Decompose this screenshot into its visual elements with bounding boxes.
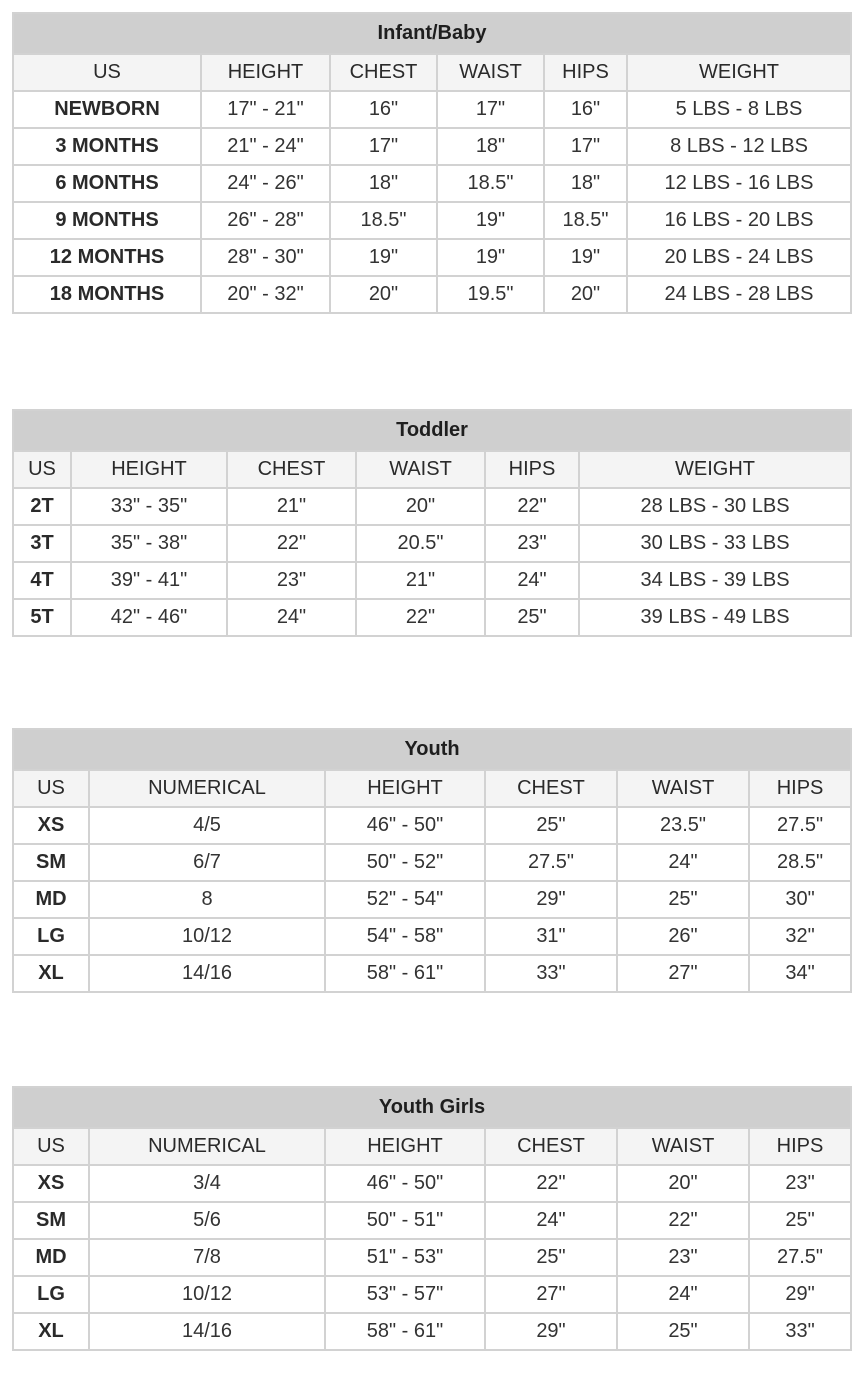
column-header-height: HEIGHT xyxy=(201,54,330,91)
column-header-chest: CHEST xyxy=(330,54,437,91)
weight-cell: 39 LBS - 49 LBS xyxy=(579,599,851,636)
height-cell: 33" - 35" xyxy=(71,488,227,525)
weight-cell: 34 LBS - 39 LBS xyxy=(579,562,851,599)
column-header-height: HEIGHT xyxy=(71,451,227,488)
waist-cell: 25" xyxy=(617,881,749,918)
size-label: 4T xyxy=(13,562,71,599)
hips-cell: 24" xyxy=(485,562,579,599)
waist-cell: 20" xyxy=(356,488,485,525)
table-row xyxy=(13,202,851,239)
table-row xyxy=(13,918,851,955)
weight-cell: 24 LBS - 28 LBS xyxy=(627,276,851,313)
hips-cell: 32" xyxy=(749,918,851,955)
weight-cell: 20 LBS - 24 LBS xyxy=(627,239,851,276)
height-cell: 17" - 21" xyxy=(201,91,330,128)
table-row xyxy=(13,844,851,881)
size-label: XL xyxy=(13,955,89,992)
numerical-cell: 6/7 xyxy=(89,844,325,881)
column-header-weight: WEIGHT xyxy=(627,54,851,91)
size-label: NEWBORN xyxy=(13,91,201,128)
table-row xyxy=(13,165,851,202)
table-row xyxy=(13,276,851,313)
table-row xyxy=(13,955,851,992)
hips-cell: 19" xyxy=(544,239,627,276)
size-label: 9 MONTHS xyxy=(13,202,201,239)
waist-cell: 19" xyxy=(437,202,544,239)
table-row xyxy=(13,128,851,165)
waist-cell: 22" xyxy=(617,1202,749,1239)
waist-cell: 20" xyxy=(617,1165,749,1202)
column-header-height: HEIGHT xyxy=(325,770,485,807)
waist-cell: 27" xyxy=(617,955,749,992)
table-header-row xyxy=(13,54,851,91)
size-label: XS xyxy=(13,807,89,844)
column-header-hips: HIPS xyxy=(749,770,851,807)
table-title-row xyxy=(13,1087,851,1128)
height-cell: 53" - 57" xyxy=(325,1276,485,1313)
height-cell: 51" - 53" xyxy=(325,1239,485,1276)
size-label: MD xyxy=(13,881,89,918)
table-row xyxy=(13,488,851,525)
waist-cell: 21" xyxy=(356,562,485,599)
waist-cell: 24" xyxy=(617,1276,749,1313)
waist-cell: 18.5" xyxy=(437,165,544,202)
hips-cell: 27.5" xyxy=(749,1239,851,1276)
waist-cell: 23" xyxy=(617,1239,749,1276)
hips-cell: 25" xyxy=(485,599,579,636)
column-header-waist: WAIST xyxy=(356,451,485,488)
chest-cell: 19" xyxy=(330,239,437,276)
weight-cell: 30 LBS - 33 LBS xyxy=(579,525,851,562)
size-label: 2T xyxy=(13,488,71,525)
toddler-size-table xyxy=(12,409,852,637)
numerical-cell: 5/6 xyxy=(89,1202,325,1239)
height-cell: 26" - 28" xyxy=(201,202,330,239)
size-label: 3 MONTHS xyxy=(13,128,201,165)
chest-cell: 18" xyxy=(330,165,437,202)
numerical-cell: 3/4 xyxy=(89,1165,325,1202)
hips-cell: 29" xyxy=(749,1276,851,1313)
table-header-row xyxy=(13,451,851,488)
size-label: MD xyxy=(13,1239,89,1276)
chest-cell: 25" xyxy=(485,1239,617,1276)
column-header-weight: WEIGHT xyxy=(579,451,851,488)
table-row xyxy=(13,807,851,844)
youth-girls-size-table xyxy=(12,1086,852,1351)
table-header-row xyxy=(13,770,851,807)
chest-cell: 25" xyxy=(485,807,617,844)
column-header-waist: WAIST xyxy=(617,770,749,807)
height-cell: 54" - 58" xyxy=(325,918,485,955)
table-row xyxy=(13,1239,851,1276)
table-row xyxy=(13,881,851,918)
waist-cell: 19.5" xyxy=(437,276,544,313)
size-label: 6 MONTHS xyxy=(13,165,201,202)
column-header-numerical: NUMERICAL xyxy=(89,1128,325,1165)
waist-cell: 26" xyxy=(617,918,749,955)
numerical-cell: 10/12 xyxy=(89,918,325,955)
height-cell: 46" - 50" xyxy=(325,807,485,844)
column-header-us: US xyxy=(13,1128,89,1165)
chest-cell: 24" xyxy=(227,599,356,636)
waist-cell: 24" xyxy=(617,844,749,881)
size-label: 12 MONTHS xyxy=(13,239,201,276)
chest-cell: 22" xyxy=(485,1165,617,1202)
hips-cell: 23" xyxy=(749,1165,851,1202)
column-header-chest: CHEST xyxy=(227,451,356,488)
column-header-us: US xyxy=(13,770,89,807)
column-header-hips: HIPS xyxy=(544,54,627,91)
numerical-cell: 14/16 xyxy=(89,1313,325,1350)
numerical-cell: 8 xyxy=(89,881,325,918)
youth-size-table xyxy=(12,728,852,993)
chest-cell: 16" xyxy=(330,91,437,128)
hips-cell: 16" xyxy=(544,91,627,128)
weight-cell: 28 LBS - 30 LBS xyxy=(579,488,851,525)
chest-cell: 29" xyxy=(485,1313,617,1350)
numerical-cell: 10/12 xyxy=(89,1276,325,1313)
table-row xyxy=(13,599,851,636)
column-header-waist: WAIST xyxy=(437,54,544,91)
chest-cell: 27.5" xyxy=(485,844,617,881)
youth-girls-table-title: Youth Girls xyxy=(13,1087,851,1128)
table-row xyxy=(13,525,851,562)
table-header-row xyxy=(13,1128,851,1165)
chest-cell: 29" xyxy=(485,881,617,918)
numerical-cell: 14/16 xyxy=(89,955,325,992)
size-label: LG xyxy=(13,918,89,955)
height-cell: 20" - 32" xyxy=(201,276,330,313)
hips-cell: 34" xyxy=(749,955,851,992)
height-cell: 28" - 30" xyxy=(201,239,330,276)
table-row xyxy=(13,91,851,128)
table-title-row xyxy=(13,410,851,451)
height-cell: 42" - 46" xyxy=(71,599,227,636)
numerical-cell: 4/5 xyxy=(89,807,325,844)
table-row xyxy=(13,1276,851,1313)
chest-cell: 31" xyxy=(485,918,617,955)
waist-cell: 19" xyxy=(437,239,544,276)
size-label: 3T xyxy=(13,525,71,562)
size-label: SM xyxy=(13,1202,89,1239)
chest-cell: 33" xyxy=(485,955,617,992)
column-header-chest: CHEST xyxy=(485,770,617,807)
weight-cell: 5 LBS - 8 LBS xyxy=(627,91,851,128)
weight-cell: 12 LBS - 16 LBS xyxy=(627,165,851,202)
numerical-cell: 7/8 xyxy=(89,1239,325,1276)
size-label: SM xyxy=(13,844,89,881)
hips-cell: 23" xyxy=(485,525,579,562)
hips-cell: 27.5" xyxy=(749,807,851,844)
column-header-waist: WAIST xyxy=(617,1128,749,1165)
column-header-hips: HIPS xyxy=(749,1128,851,1165)
waist-cell: 22" xyxy=(356,599,485,636)
hips-cell: 17" xyxy=(544,128,627,165)
height-cell: 39" - 41" xyxy=(71,562,227,599)
height-cell: 21" - 24" xyxy=(201,128,330,165)
toddler-table-title: Toddler xyxy=(13,410,851,451)
height-cell: 35" - 38" xyxy=(71,525,227,562)
table-title-row xyxy=(13,13,851,54)
column-header-us: US xyxy=(13,451,71,488)
waist-cell: 23.5" xyxy=(617,807,749,844)
chest-cell: 23" xyxy=(227,562,356,599)
size-label: 5T xyxy=(13,599,71,636)
waist-cell: 17" xyxy=(437,91,544,128)
chest-cell: 18.5" xyxy=(330,202,437,239)
chest-cell: 17" xyxy=(330,128,437,165)
height-cell: 46" - 50" xyxy=(325,1165,485,1202)
waist-cell: 25" xyxy=(617,1313,749,1350)
hips-cell: 25" xyxy=(749,1202,851,1239)
column-header-chest: CHEST xyxy=(485,1128,617,1165)
hips-cell: 18" xyxy=(544,165,627,202)
hips-cell: 22" xyxy=(485,488,579,525)
table-title-row xyxy=(13,729,851,770)
height-cell: 58" - 61" xyxy=(325,1313,485,1350)
height-cell: 50" - 52" xyxy=(325,844,485,881)
height-cell: 24" - 26" xyxy=(201,165,330,202)
table-row xyxy=(13,1165,851,1202)
table-row xyxy=(13,1202,851,1239)
chest-cell: 22" xyxy=(227,525,356,562)
hips-cell: 18.5" xyxy=(544,202,627,239)
chest-cell: 27" xyxy=(485,1276,617,1313)
height-cell: 50" - 51" xyxy=(325,1202,485,1239)
column-header-numerical: NUMERICAL xyxy=(89,770,325,807)
infant-size-table xyxy=(12,12,852,314)
table-row xyxy=(13,239,851,276)
hips-cell: 30" xyxy=(749,881,851,918)
height-cell: 58" - 61" xyxy=(325,955,485,992)
size-label: XS xyxy=(13,1165,89,1202)
hips-cell: 28.5" xyxy=(749,844,851,881)
weight-cell: 8 LBS - 12 LBS xyxy=(627,128,851,165)
size-label: XL xyxy=(13,1313,89,1350)
waist-cell: 20.5" xyxy=(356,525,485,562)
infant-table-title: Infant/Baby xyxy=(13,13,851,54)
table-row xyxy=(13,1313,851,1350)
column-header-us: US xyxy=(13,54,201,91)
waist-cell: 18" xyxy=(437,128,544,165)
hips-cell: 33" xyxy=(749,1313,851,1350)
hips-cell: 20" xyxy=(544,276,627,313)
chest-cell: 20" xyxy=(330,276,437,313)
height-cell: 52" - 54" xyxy=(325,881,485,918)
column-header-hips: HIPS xyxy=(485,451,579,488)
size-label: 18 MONTHS xyxy=(13,276,201,313)
size-label: LG xyxy=(13,1276,89,1313)
youth-table-title: Youth xyxy=(13,729,851,770)
column-header-height: HEIGHT xyxy=(325,1128,485,1165)
chest-cell: 21" xyxy=(227,488,356,525)
chest-cell: 24" xyxy=(485,1202,617,1239)
weight-cell: 16 LBS - 20 LBS xyxy=(627,202,851,239)
table-row xyxy=(13,562,851,599)
